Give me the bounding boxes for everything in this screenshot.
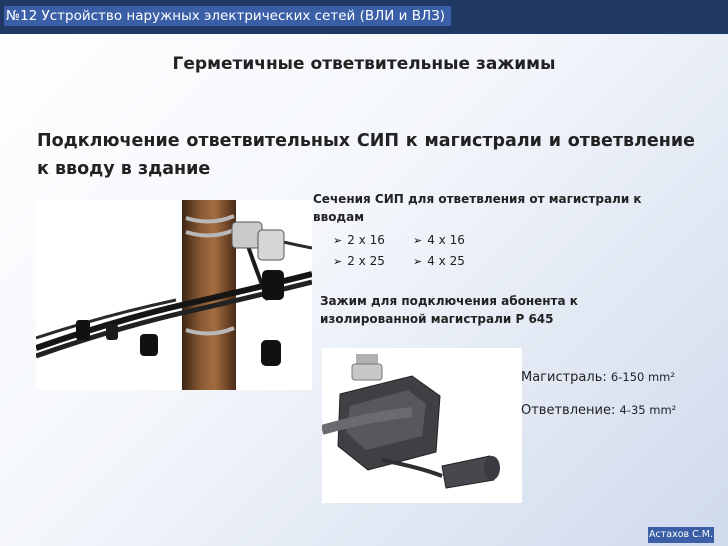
section-item: ➢ 2 х 25 [333, 254, 385, 268]
section-item: ➢ 4 х 16 [413, 233, 465, 247]
pole-clamp-photo [36, 200, 312, 390]
intro-paragraph: Подключение ответвительных СИП к магистрали и ответвление к вводу в здание [37, 131, 695, 179]
branch-spec-value: 4-35 mm² [619, 403, 677, 417]
piercing-clamp-photo [322, 348, 522, 503]
arrow-bullet-icon: ➢ [333, 255, 343, 268]
author-badge: Астахов С.М. [648, 527, 714, 543]
arrow-bullet-icon: ➢ [413, 255, 423, 268]
branch-spec-label: Ответвление: [521, 403, 616, 418]
header-bar [0, 0, 728, 34]
section-item: ➢ 2 х 16 [333, 233, 385, 247]
clamp-label: Зажим для подключения абонента к изолированной магистрали Р 645 [320, 294, 578, 326]
main-spec-value: 6-150 mm² [610, 370, 675, 384]
header-title: №12 Устройство наружных электрических сетей (ВЛИ и ВЛЗ) [4, 6, 451, 26]
section-item: ➢ 4 х 25 [413, 254, 465, 268]
main-spec [521, 370, 675, 385]
arrow-bullet-icon: ➢ [333, 234, 343, 247]
slide-title: Герметичные ответвительные зажимы [172, 54, 556, 74]
branch-spec [521, 403, 676, 418]
sections-label: Сечения СИП для ответвления от магистрали к вводам [313, 192, 642, 224]
arrow-bullet-icon: ➢ [413, 234, 423, 247]
main-spec-label: Магистраль: [521, 370, 607, 385]
